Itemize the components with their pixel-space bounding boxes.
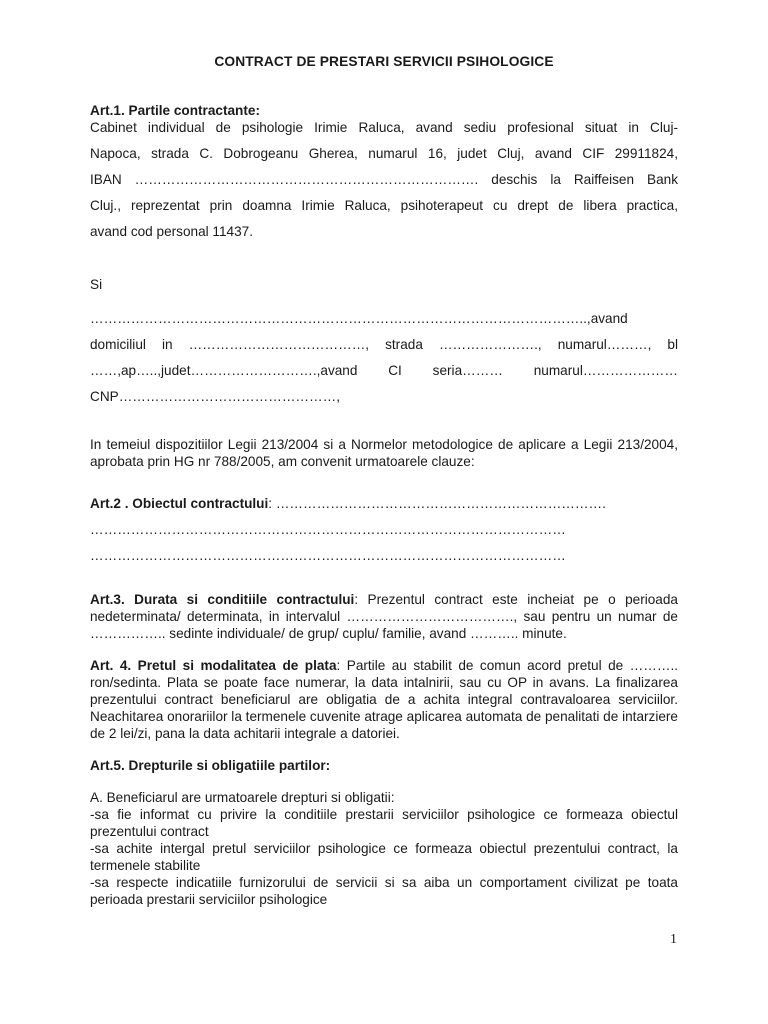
article-1-line: avand cod personal 11437. [90,224,253,239]
article-1 [90,102,678,245]
second-party-block [90,306,678,410]
article-2-object: : ………………………………………………………………. [268,496,606,511]
article-1-line: Cluj., reprezentat prin doamna Irimie Raluca, psihoterapeut cu drept de libera practica, [90,198,678,213]
article-5-item: -sa fie informat cu privire la conditiile prestarii serviciilor psihologice ce formeaza obiectul prezentului contract [90,807,678,839]
article-5-item: -sa respecte indicatiile furnizorului de servicii si sa aiba un comportament civilizat pe toata perioada prestarii serviciilor psihologice [90,875,678,907]
article-1-body [90,115,678,245]
article-4-text: : Partile au stabilit de comun acord pretul de ……….. ron/sedinta. Plata se poate face numerar, la data intalnirii, sau cu OP in avans. La finalizarea prezentului contract beneficiarul are obligatia de a achita integral contravaloarea serviciilor. Neachitarea onorariilor la termenele cuvenite atrage aplicarea automata de penalitati de intarziere de 2 lei/zi, pana la data achitarii integrale a datoriei. [90,658,679,741]
article-5-item: -sa achite intergal pretul serviciilor psihologice ce formeaza obiectul prezentului contract, la termenele stabilite [90,841,678,873]
legal-basis-paragraph: In temeiul dispozitiilor Legii 213/2004 si a Normelor metodologice de aplicare a Legii 213/2004, aprobata prin HG nr 788/2005, am convenit urmatoarele clauze: [90,437,678,469]
article-4 [90,657,678,742]
article-3-heading: Art.3. Durata si conditiile contractului [90,592,355,607]
article-2-dotted-line: …………………………………………………………………………………………… [90,548,566,563]
page-number: 1 [670,932,677,947]
conjunction-si: Si [90,277,103,292]
article-2-dotted-line: …………………………………………………………………………………………… [90,522,566,537]
article-3-text: : Prezentul contract este incheiat pe o perioada nedeterminata/ determinata, in intervalul ………………………………., sau pentru un numar de …………….. sedinte individuale/ de grup/ cuplu/ familie, avand ……….. minute. [90,592,678,641]
article-1-line: IBAN …………………………………………………………………. deschis la Raiffeisen Bank [90,172,678,187]
article-5-heading: Art.5. Drepturile si obligatiile partilor: [90,758,331,773]
article-4-heading: Art. 4. Pretul si modalitatea de plata [90,658,337,673]
article-3 [90,591,678,642]
second-party-line: ………………………………………………………………………………………………..,avand [90,311,628,326]
article-2-heading: Art.2 . Obiectul contractului [90,496,269,511]
second-party-line: CNP…………………………………………, [90,389,340,404]
article-1-line: Napoca, strada C. Dobrogeanu Gherea, numarul 16, judet Cluj, avand CIF 29911824, [90,146,678,161]
second-party-line: domiciliul in …………………………………, strada …………………., numarul………, bl [90,337,678,352]
document-body [90,54,678,908]
second-party-line: ……,ap…..,judet……………………….,avand CI seria……… numarul………………… [90,363,678,378]
contract-title: CONTRACT DE PRESTARI SERVICII PSIHOLOGICE [214,54,554,69]
article-1-line: Cabinet individual de psihologie Irimie Raluca, avand sediu profesional situat in Cluj- [90,120,678,135]
article-5-intro: A. Beneficiarul are urmatoarele drepturi si obligatii: [90,790,395,805]
article-2 [90,491,678,569]
article-5-body [90,789,678,908]
article-2-line [90,491,678,517]
article-1-heading: Art.1. Partile contractante: [90,103,260,118]
